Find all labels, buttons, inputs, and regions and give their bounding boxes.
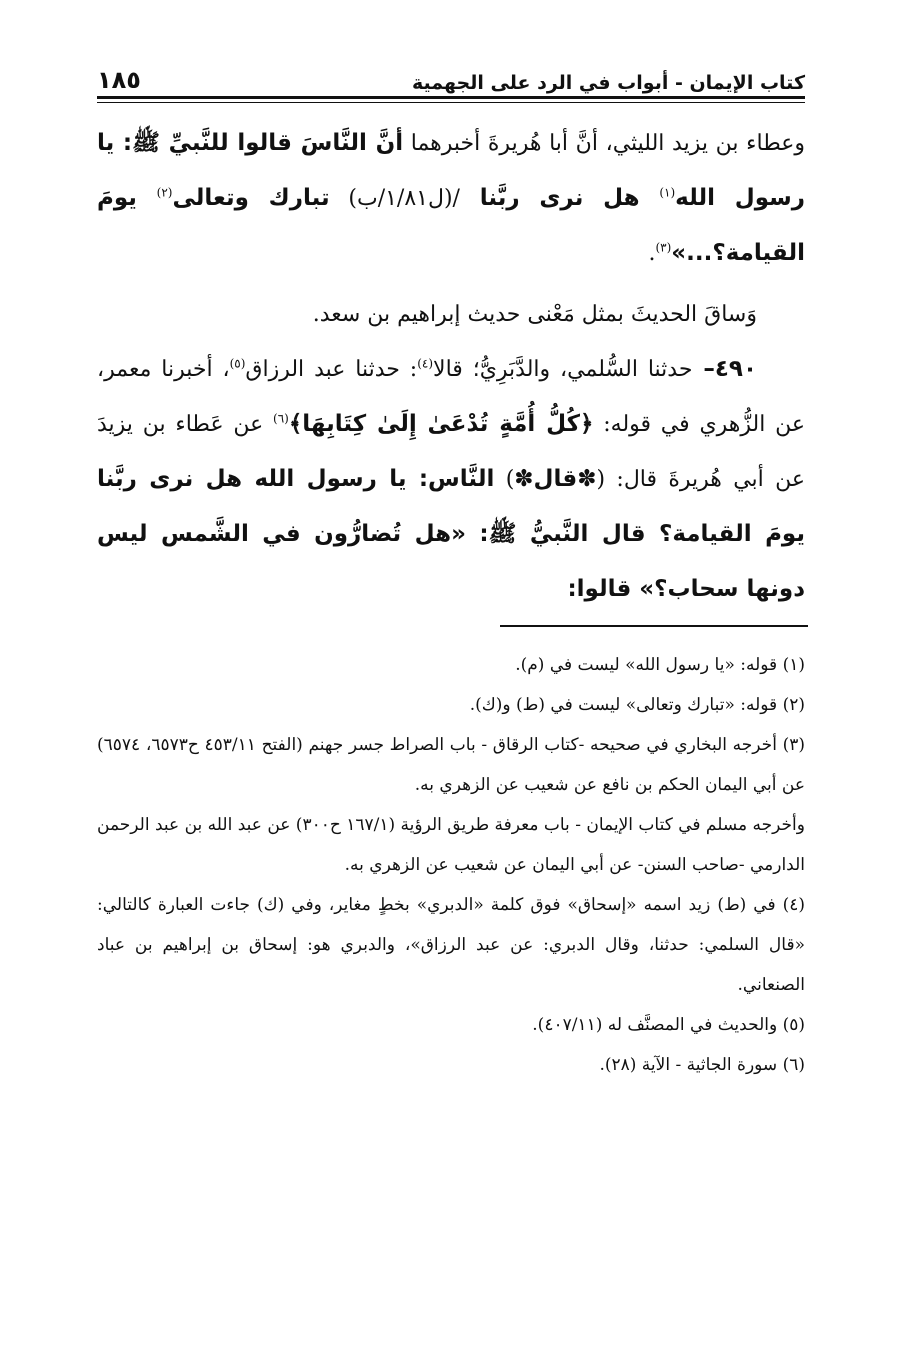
footnote-4: (٤) في (ط) زيد اسمه «إسحاق» فوق كلمة «الدبري» بخطٍ مغاير، وفي (ك) جاءت العبارة كالتالي: «قال السلمي: حدثنا، وقال الدبري: عن عبد الرزاق»، والدبري هو: إسحاق بن إبراهيم بن عباد الصنعاني. [97,895,805,995]
quran-verse: ﴿كُلُّ أُمَّةٍ تُدْعَىٰ إِلَىٰ كِتَابِهَا﴾ [288,411,594,437]
text-span: وعطاء بن يزيد الليثي، أنَّ أبا هُريرةَ أخبرهما [403,131,806,156]
manuscript-ref: /(ل١/٨١/ب) [329,186,460,211]
text-span: عن عَطاء بن يزيدَ عن أبي هُريرةَ قال: ( [97,412,806,492]
footnote-3: (٣) أخرجه البخاري في صحيحه -كتاب الرقاق - باب الصراط جسر جهنم (الفتح ٤٥٣/١١ ح٦٥٧٣، ٦٥٧٤) عن أبي اليمان الحكم بن نافع عن شعيب عن الزهري به. [97,735,805,795]
hadith-text: ✽قال✽ [514,466,597,492]
header-rule-thick [97,96,805,99]
footnote-6: (٦) سورة الجاثية - الآية (٢٨). [599,1055,805,1075]
footnote-separator [500,625,808,627]
page-number: ١٨٥ [97,66,141,94]
footnote-ref: (٢) [156,185,173,200]
hadith-text: يومَ القيامة؟...» [97,185,805,266]
footnote-1: (١) قوله: «يا رسول الله» ليست في (م). [515,655,805,675]
text-span: : حدثنا عبد الرزاق [245,357,418,382]
footnote-ref: (١) [659,185,676,200]
footnote-3-continuation: وأخرجه مسلم في كتاب الإيمان - باب معرفة طريق الرؤية (١٦٧/١ ح٣٠٠) عن عبد الله بن عبد الرحمن الدارمي -صاحب السنن- عن أبي اليمان عن شعيب عن الزهري به. [97,815,805,875]
hadith-text: تبارك وتعالى [172,185,330,211]
paragraph-3 [97,342,805,617]
footnote-ref: (٤) [417,356,434,371]
text-span: ) [494,467,515,492]
main-text [97,116,805,617]
hadith-number: ٤٩٠– [692,356,757,382]
header-rule-thin [97,102,805,103]
paragraph-2: وَساقَ الحديثَ بمثل مَعْنى حديث إبراهيم بن سعد. [312,302,757,327]
footnote-ref: (٣) [655,240,672,255]
footnote-ref: (٥) [229,356,246,371]
text-span: ، أخبرنا معمر، عن الزُّهري في قوله: [97,357,805,437]
hadith-text: هل نرى ربَّنا [459,185,660,211]
footnote-2: (٢) قوله: «تبارك وتعالى» ليست في (ط) و(ك). [469,695,805,715]
header-title: كتاب الإيمان - أبواب في الرد على الجهمية [411,72,805,94]
text-span: حدثنا السُّلمي، والدَّبَرِيُّ؛ قالا [433,357,693,382]
footnote-ref: (٦) [273,411,289,426]
hadith-text: أنَّ النَّاسَ قالوا للنَّبيِّ ﷺ: يا رسول الله [97,130,806,211]
hadith-text: النَّاس: يا رسول الله هل نرى ربَّنا يومَ القيامة؟ قال النَّبيُّ ﷺ: «هل تُضارُّون في الشَّمس ليس دونها سحاب؟» قالوا: [97,466,805,602]
footnotes [97,645,805,1085]
footnote-5: (٥) والحديث في المصنَّف له (٤٠٧/١١). [532,1015,805,1035]
running-header [97,60,805,94]
text-span: . [648,241,656,266]
paragraph-1 [97,116,805,281]
